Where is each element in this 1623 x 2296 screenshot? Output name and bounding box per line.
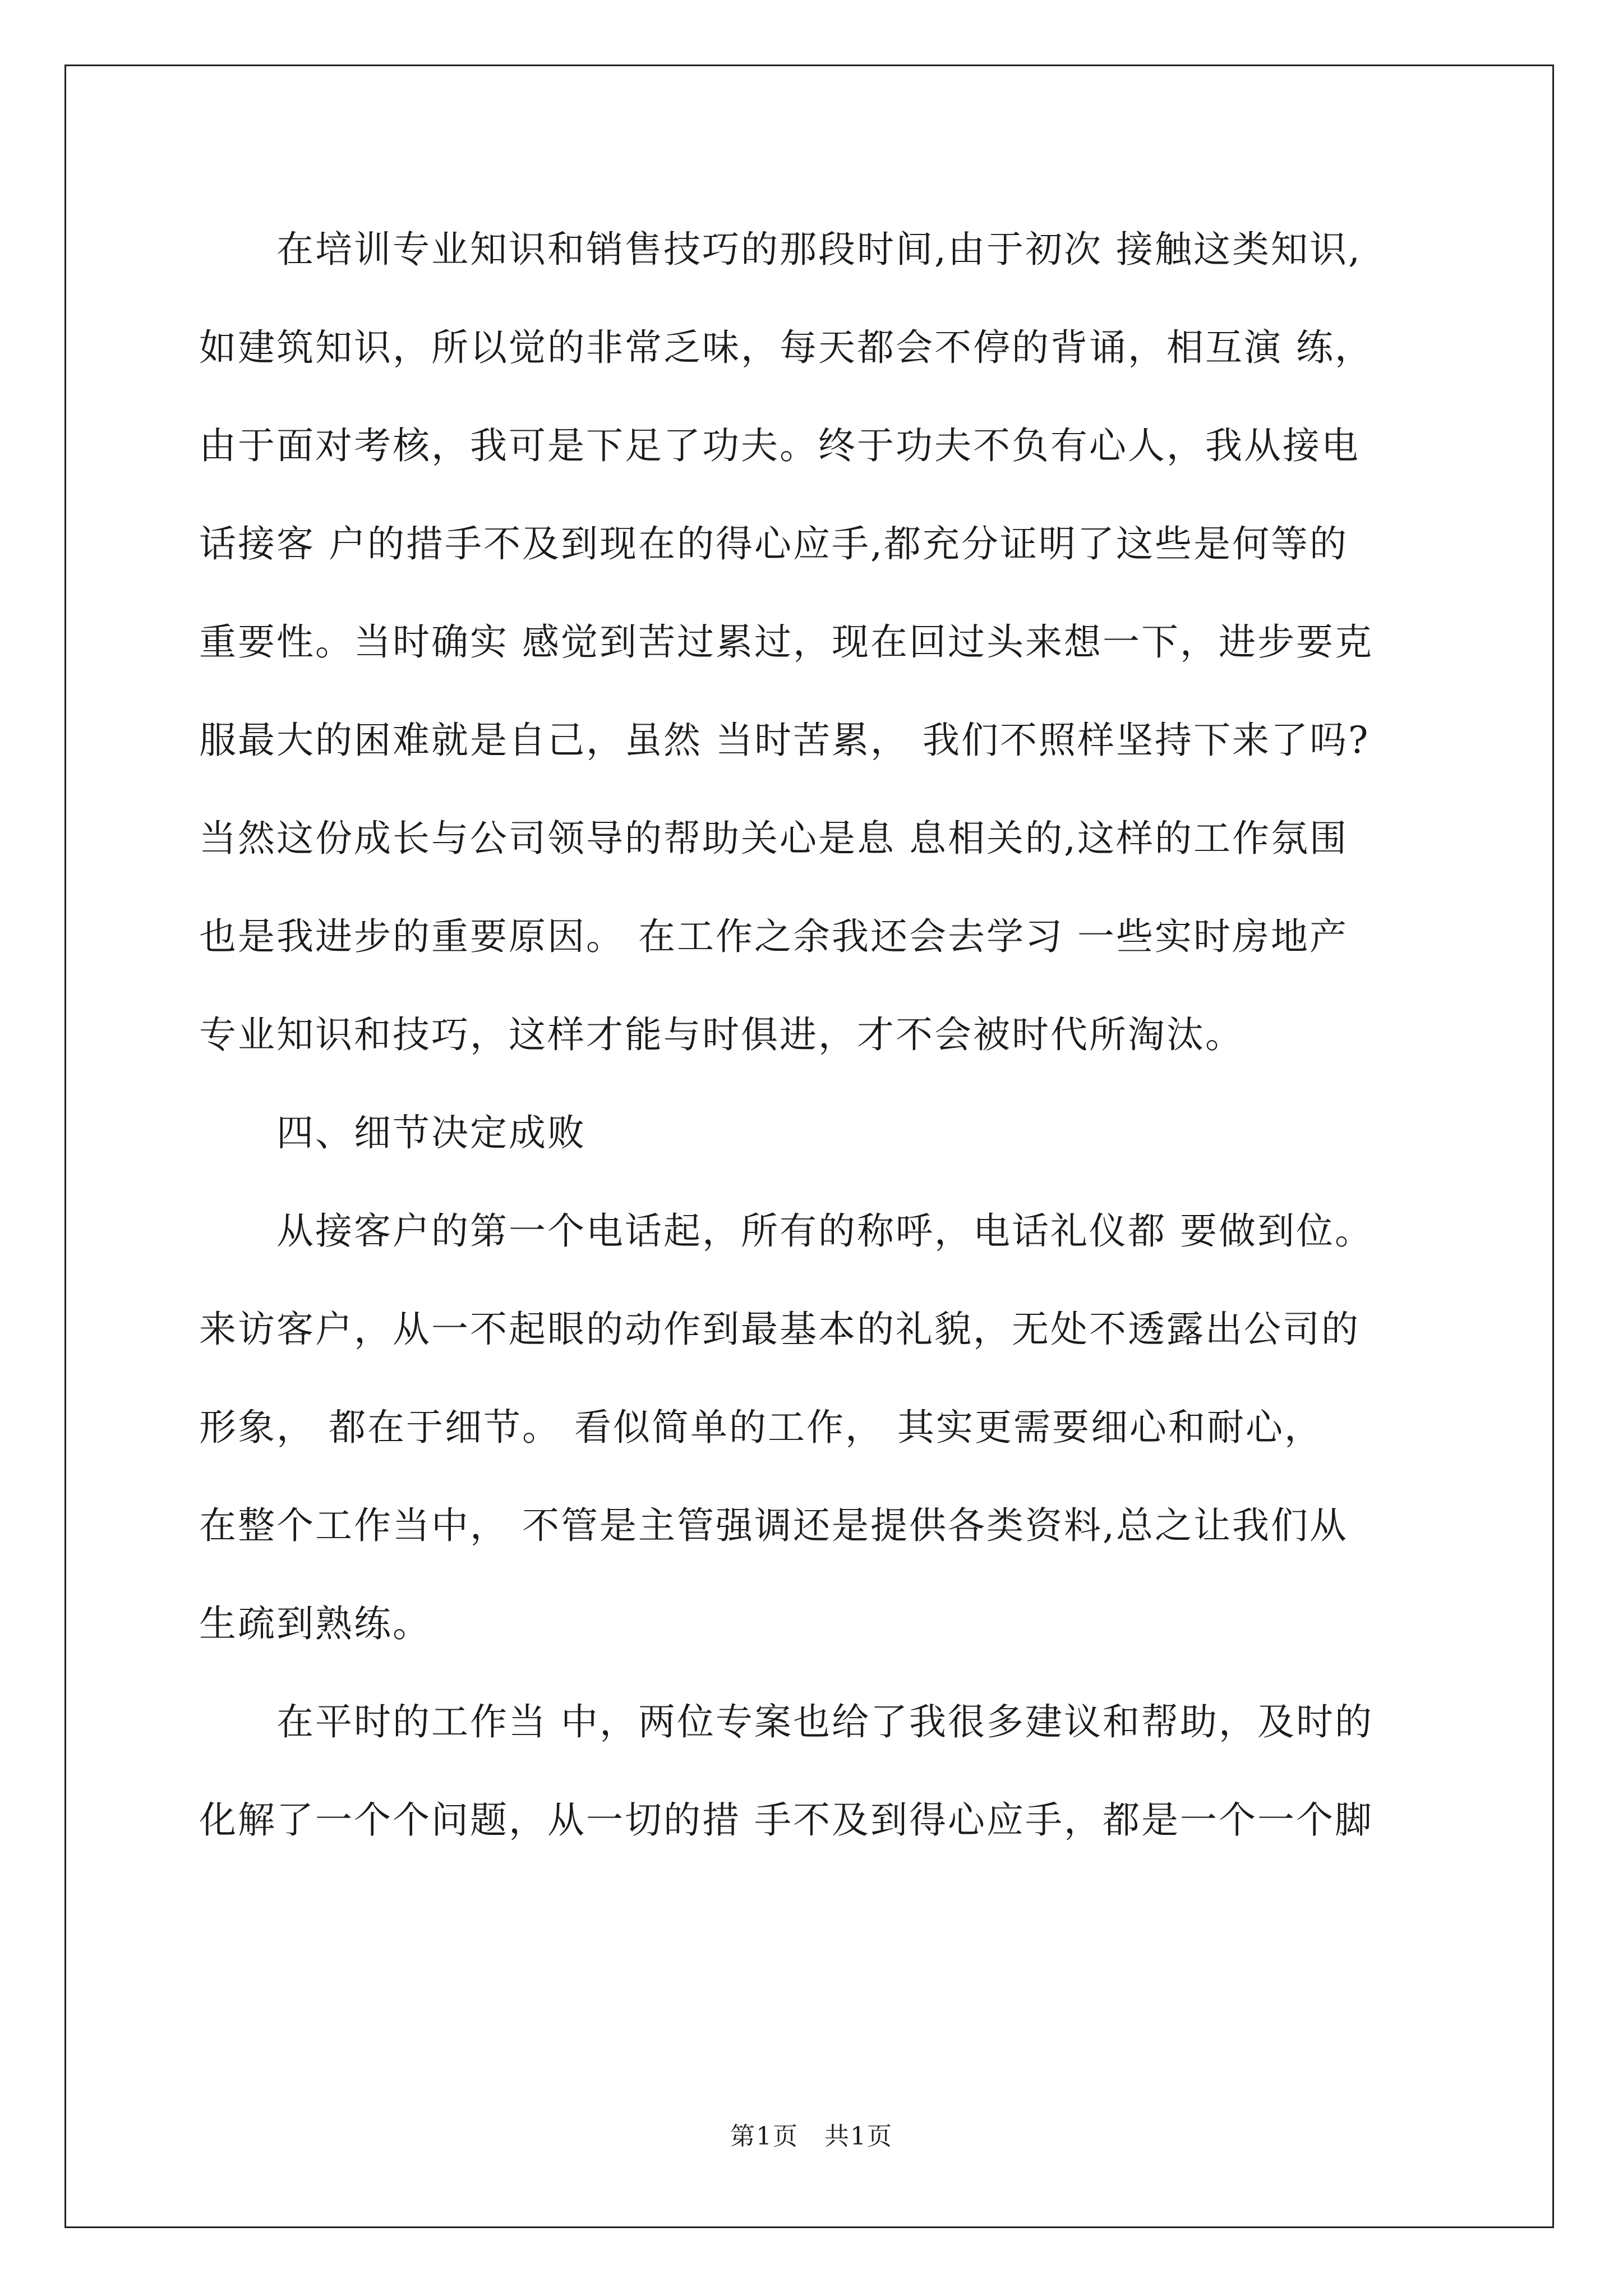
text-line: 重要性。当时确实 感觉到苦过累过，现在回过头来想一下，进步要克 xyxy=(199,620,1373,664)
text-line: 在培训专业知识和销售技巧的那段时间,由于初次 接触这类知识, xyxy=(199,228,1362,271)
text-line: 从接客户的第一个电话起，所有的称呼，电话礼仪都 要做到位。 xyxy=(199,1209,1373,1253)
text-line: 服最大的困难就是自己，虽然 当时苦累， 我们不照样坚持下来了吗? xyxy=(199,719,1370,762)
text-line: 生疏到熟练。 xyxy=(199,1602,431,1645)
text-line: 化解了一个个问题，从一切的措 手不及到得心应手，都是一个一个脚 xyxy=(199,1798,1373,1842)
text-line: 话接客 户的措手不及到现在的得心应手,都充分证明了这些是何等的 xyxy=(199,522,1348,565)
text-line: 在平时的工作当 中，两位专案也给了我很多建议和帮助，及时的 xyxy=(199,1700,1373,1743)
text-line: 如建筑知识，所以觉的非常乏味，每天都会不停的背诵，相互演 练， xyxy=(199,326,1373,369)
text-line: 当然这份成长与公司领导的帮助关心是息 息相关的,这样的工作氛围 xyxy=(199,817,1348,860)
text-line: 来访客户，从一不起眼的动作到最基本的礼貌，无处不透露出公司的 xyxy=(199,1308,1360,1351)
page-footer: 第1页 共1页 xyxy=(730,2122,893,2151)
text-line: 也是我进步的重要原因。 在工作之余我还会去学习 一些实时房地产 xyxy=(199,915,1348,958)
section-heading: 四、细节决定成败 xyxy=(199,1111,586,1154)
text-line: 形象， 都在于细节。 看似简单的工作， 其实更需要细心和耐心， xyxy=(199,1406,1323,1449)
text-line: 专业知识和技巧，这样才能与时俱进，才不会被时代所淘汰。 xyxy=(199,1013,1244,1056)
text-line: 在整个工作当中， 不管是主管强调还是提供各类资料,总之让我们从 xyxy=(199,1504,1348,1547)
text-line: 由于面对考核，我可是下足了功夫。终于功夫不负有心人，我从接电 xyxy=(199,424,1360,467)
